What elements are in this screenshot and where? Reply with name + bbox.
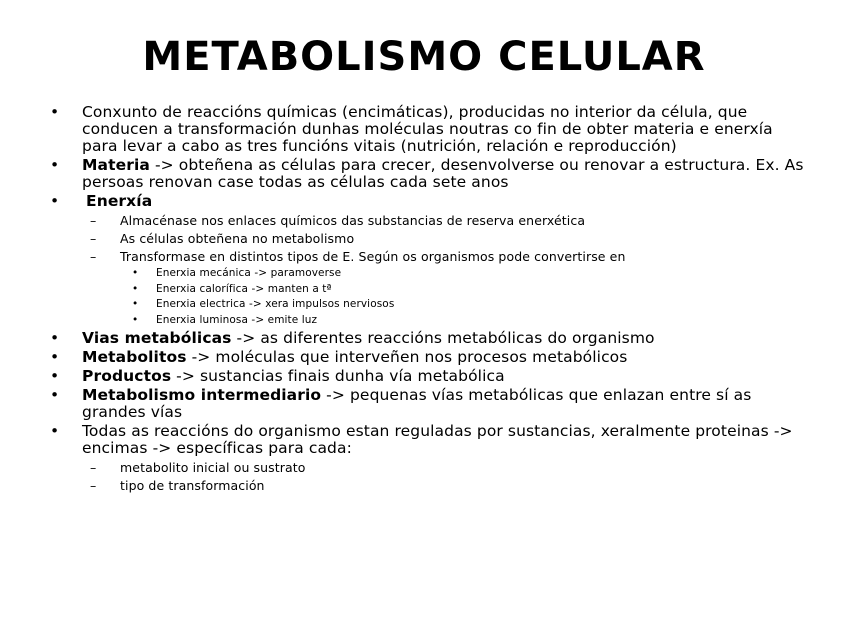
sub-sub-item-text: Enerxia electrica -> xera impulsos nerviosos [156,298,395,310]
item-term: Enerxía [86,192,153,210]
item-text: -> obteñena as células para crecer, desenvolverse ou renovar a estructura. Ex. As persoas renovan case todas as células cada sete anos [82,156,804,191]
list-item-enerxia [46,193,806,328]
dash-icon: – [90,460,97,475]
sub-item-text: Almacénase nos enlaces químicos das substancias de reserva enerxética [120,213,586,228]
item-text: -> as diferentes reaccións metabólicas do organismo [231,329,655,347]
item-text: -> moléculas que interveñen nos procesos metabólicos [186,348,628,366]
item-text: -> sustancias finais dunha vía metabólica [171,367,505,385]
slide-content [46,104,806,497]
bullet-icon: • [50,422,60,440]
sub-item [82,212,806,230]
sub-sub-item [82,313,806,329]
dash-icon: – [90,478,97,493]
bullet-icon: • [132,267,139,279]
item-text: Todas as reaccións do organismo estan reguladas por sustancias, xeralmente proteinas -> encimas -> específicas para cada: [82,422,793,457]
bullet-icon: • [132,313,139,326]
sub-item [82,477,806,495]
sub-sub-item [82,282,806,298]
item-text: -> pequenas vías metabólicas que enlazan entre sí as grandes vías [82,386,752,421]
list-item-reaccions-reguladas [46,423,806,495]
sub-item [82,248,806,266]
sub-sub-item-text: Enerxia calorífica -> manten a tª [156,282,332,295]
sub-item-text: tipo de transformación [120,478,265,493]
sub-item [82,230,806,248]
item-term: Productos [82,367,172,385]
item-term: Metabolismo intermediario [82,386,322,404]
bullet-icon: • [50,192,60,210]
dash-icon: – [90,231,97,246]
sub-sub-item-text: Enerxia luminosa -> emite luz [156,313,318,326]
list-item-productos [46,368,806,385]
sub-list [82,212,806,266]
bullet-icon: • [50,386,60,404]
bullet-icon: • [132,282,139,295]
item-text: Conxunto de reaccións químicas (encimáticas), producidas no interior da célula, que conducen a transformación dunhas moléculas noutras co fin de obter materia e enerxía para levar a cabo as tres funcións vitais (nutrición, relación e reproducción) [82,103,773,155]
slide-title: METABOLISMO CELULAR [142,34,706,80]
list-item-materia [46,157,806,191]
sub-item-text: Transformase en distintos tipos de E. Según os organismos pode convertirse en [120,249,626,264]
bullet-icon: • [50,329,60,347]
sub-sub-list [82,266,806,328]
bullet-icon: • [50,156,60,174]
dash-icon: – [90,249,97,264]
bullet-icon: • [50,348,60,366]
bullet-list [46,104,806,495]
sub-item [82,459,806,477]
sub-sub-item [82,297,806,313]
item-term: Metabolitos [82,348,187,366]
list-item-conxunto [46,104,806,155]
bullet-icon: • [132,298,139,310]
item-term: Vias metabólicas [82,329,232,347]
sub-sub-item-text: Enerxia mecánica -> paramoverse [156,267,342,279]
sub-item-text: metabolito inicial ou sustrato [120,460,306,475]
sub-item-text: As células obteñena no metabolismo [120,231,355,246]
item-term: Materia [82,156,150,174]
dash-icon: – [90,213,97,228]
list-item-metabolitos [46,349,806,366]
bullet-icon: • [50,103,60,121]
sub-list [82,459,806,495]
list-item-vias-metabolicas [46,330,806,347]
list-item-metabolismo-intermediario [46,387,806,421]
sub-sub-item [82,266,806,282]
bullet-icon: • [50,367,60,385]
